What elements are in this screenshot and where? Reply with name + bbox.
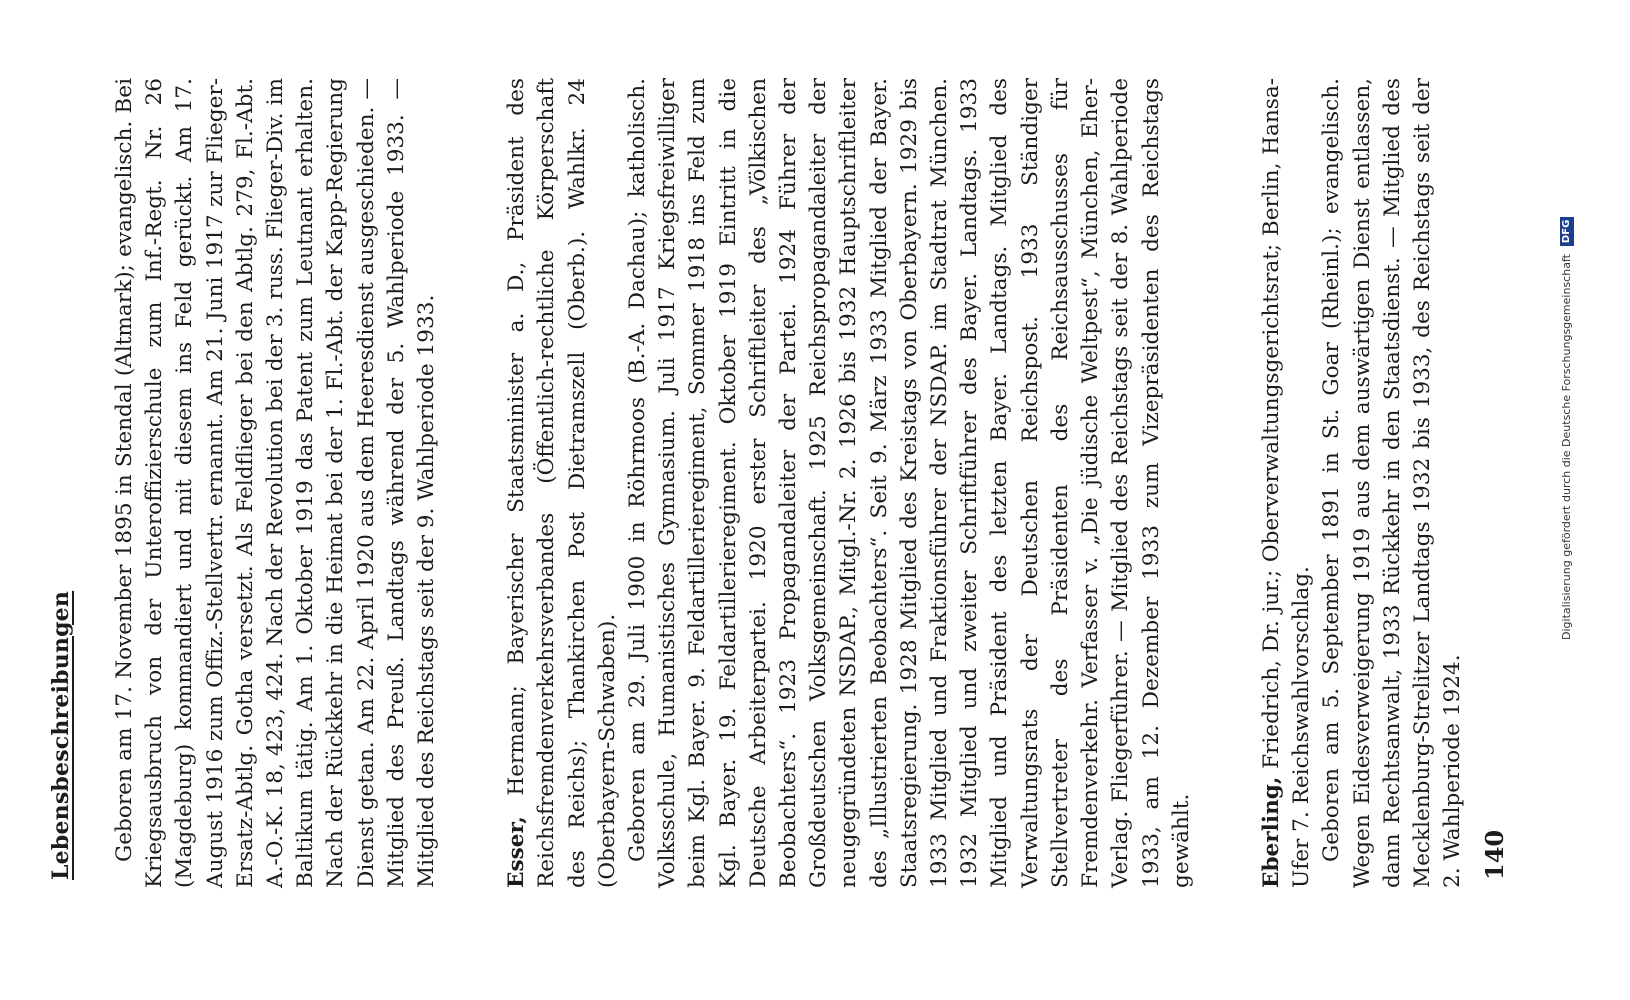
page-content: [110, 78, 1528, 888]
entry-heading-details: Friedrich, Dr. jur.; Oberverwaltungsgerichtsrat; Berlin, Hansa-Ufer 7. Reichswahlvorschlag.: [1258, 78, 1315, 888]
entry-surname: Esser,: [504, 816, 530, 888]
entry-paragraph: Geboren am 29. Juli 1900 in Röhrmoos (B.-A. Dachau); katholisch. Volksschule, Humanistisches Gymnasium. Juli 1917 Kriegsfreiwilliger beim Kgl. Bayer. 9. Feldartillerieregiment, Sommer 1918 ins Feld zum Kgl. Bayer. 19. Feldartillerieregiment. Oktober 1919 Eintritt in die Deutsche Arbeiterpartei. 1920 erster Schriftleiter des „Völkischen Beobachters“. 1923 Propagandaleiter der Partei. 1924 Führer der Großdeutschen Volksgemeinschaft. 1925 Reichspropagandaleiter der neugegründeten NSDAP., Mitgl.-Nr. 2. 1926 bis 1932 Hauptschriftleiter des „Illustrierten Beobachters“. Seit 9. März 1933 Mitglied der Bayer. Staatsregierung. 1928 Mitglied des Kreistags von Oberbayern. 1929 bis 1933 Mitglied und Fraktionsführer der NSDAP. im Stadtrat München. 1932 Mitglied und zweiter Schriftführer des Bayer. Landtags. 1933 Mitglied und Präsident des letzten Bayer. Landtags. Mitglied des Verwaltungsrats der Deutschen Reichspost. 1933 Ständiger Stellvertreter des Präsidenten des Reichsausschusses für Fremdenverkehr. Verfasser v. „Die jüdische Weltpest“, München, Eher-Verlag. Fliegerführer. — Mitglied des Reichstags seit der 8. Wahlperiode 1933, am 12. Dezember 1933 zum Vizepräsidenten des Reichstags gewählt.: [625, 78, 1194, 888]
entry-heading-details: Hermann; Bayerischer Staatsminister a. D., Präsident des Reichsfremdenverkehrsverbandes (Öffentlich-rechtliche Körperschaft des Reichs); Thankirchen Post Dietramszell (Oberb.). Wahlkr. 24 (Oberbayern-Schwaben).: [504, 78, 620, 888]
credit-text: Digitalisierung gefördert durch die Deutsche Forschungsgemeinschaft: [1560, 254, 1573, 640]
entry-heading: [1257, 78, 1317, 888]
biography-entry: [502, 78, 1197, 888]
entry-paragraph: Geboren am 5. September 1891 in St. Goar (Rheinl.); evangelisch. Wegen Eidesverweigerung 1919 aus dem auswärtigen Dienst entlassen, dann Rechtsanwalt, 1933 Rückkehr in den Staatsdienst. — Mitglied des Mecklenburg-Strelitzer Landtags 1932 bis 1933, des Reichstags seit der 2. Wahlperiode 1924.: [1319, 78, 1466, 888]
running-head: Lebensbeschreibungen: [48, 590, 74, 880]
biography-entry: [110, 78, 442, 888]
entry-surname: Eberling,: [1258, 776, 1284, 888]
entry-paragraph: Geboren am 17. November 1895 in Stendal (Altmark); evangelisch. Bei Kriegsausbruch von der Unteroffizierschule zum Inf.-Regt. Nr. 26 (Magdeburg) kommandiert und mit diesem ins Feld gerückt. Am 17. August 1916 zum Offiz.-Stellvertr. ernannt. Am 21. Juni 1917 zur Flieger-Ersatz-Abtlg. Gotha versetzt. Als Feldflieger bei den Abtlg. 279, Fl.-Abt. A.-O.-K. 18, 423, 424. Nach der Revolution bei der 3. russ. Flieger-Div. im Baltikum tätig. Am 1. Oktober 1919 das Patent zum Leutnant erhalten. Nach der Rückkehr in die Heimat bei der 1. Fl.-Abt. der Kapp-Regierung Dienst getan. Am 22. April 1920 aus dem Heeresdienst ausgeschieden. — Mitglied des Preuß. Landtags während der 5. Wahlperiode 1933. — Mitglied des Reichstags seit der 9. Wahlperiode 1933.: [112, 78, 440, 888]
dfg-logo-icon: DFG: [1560, 217, 1574, 246]
digitization-credit: [1560, 0, 1574, 640]
biography-entry: [1257, 78, 1468, 888]
entry-heading: [502, 78, 623, 888]
page-number: 140: [1480, 829, 1509, 880]
